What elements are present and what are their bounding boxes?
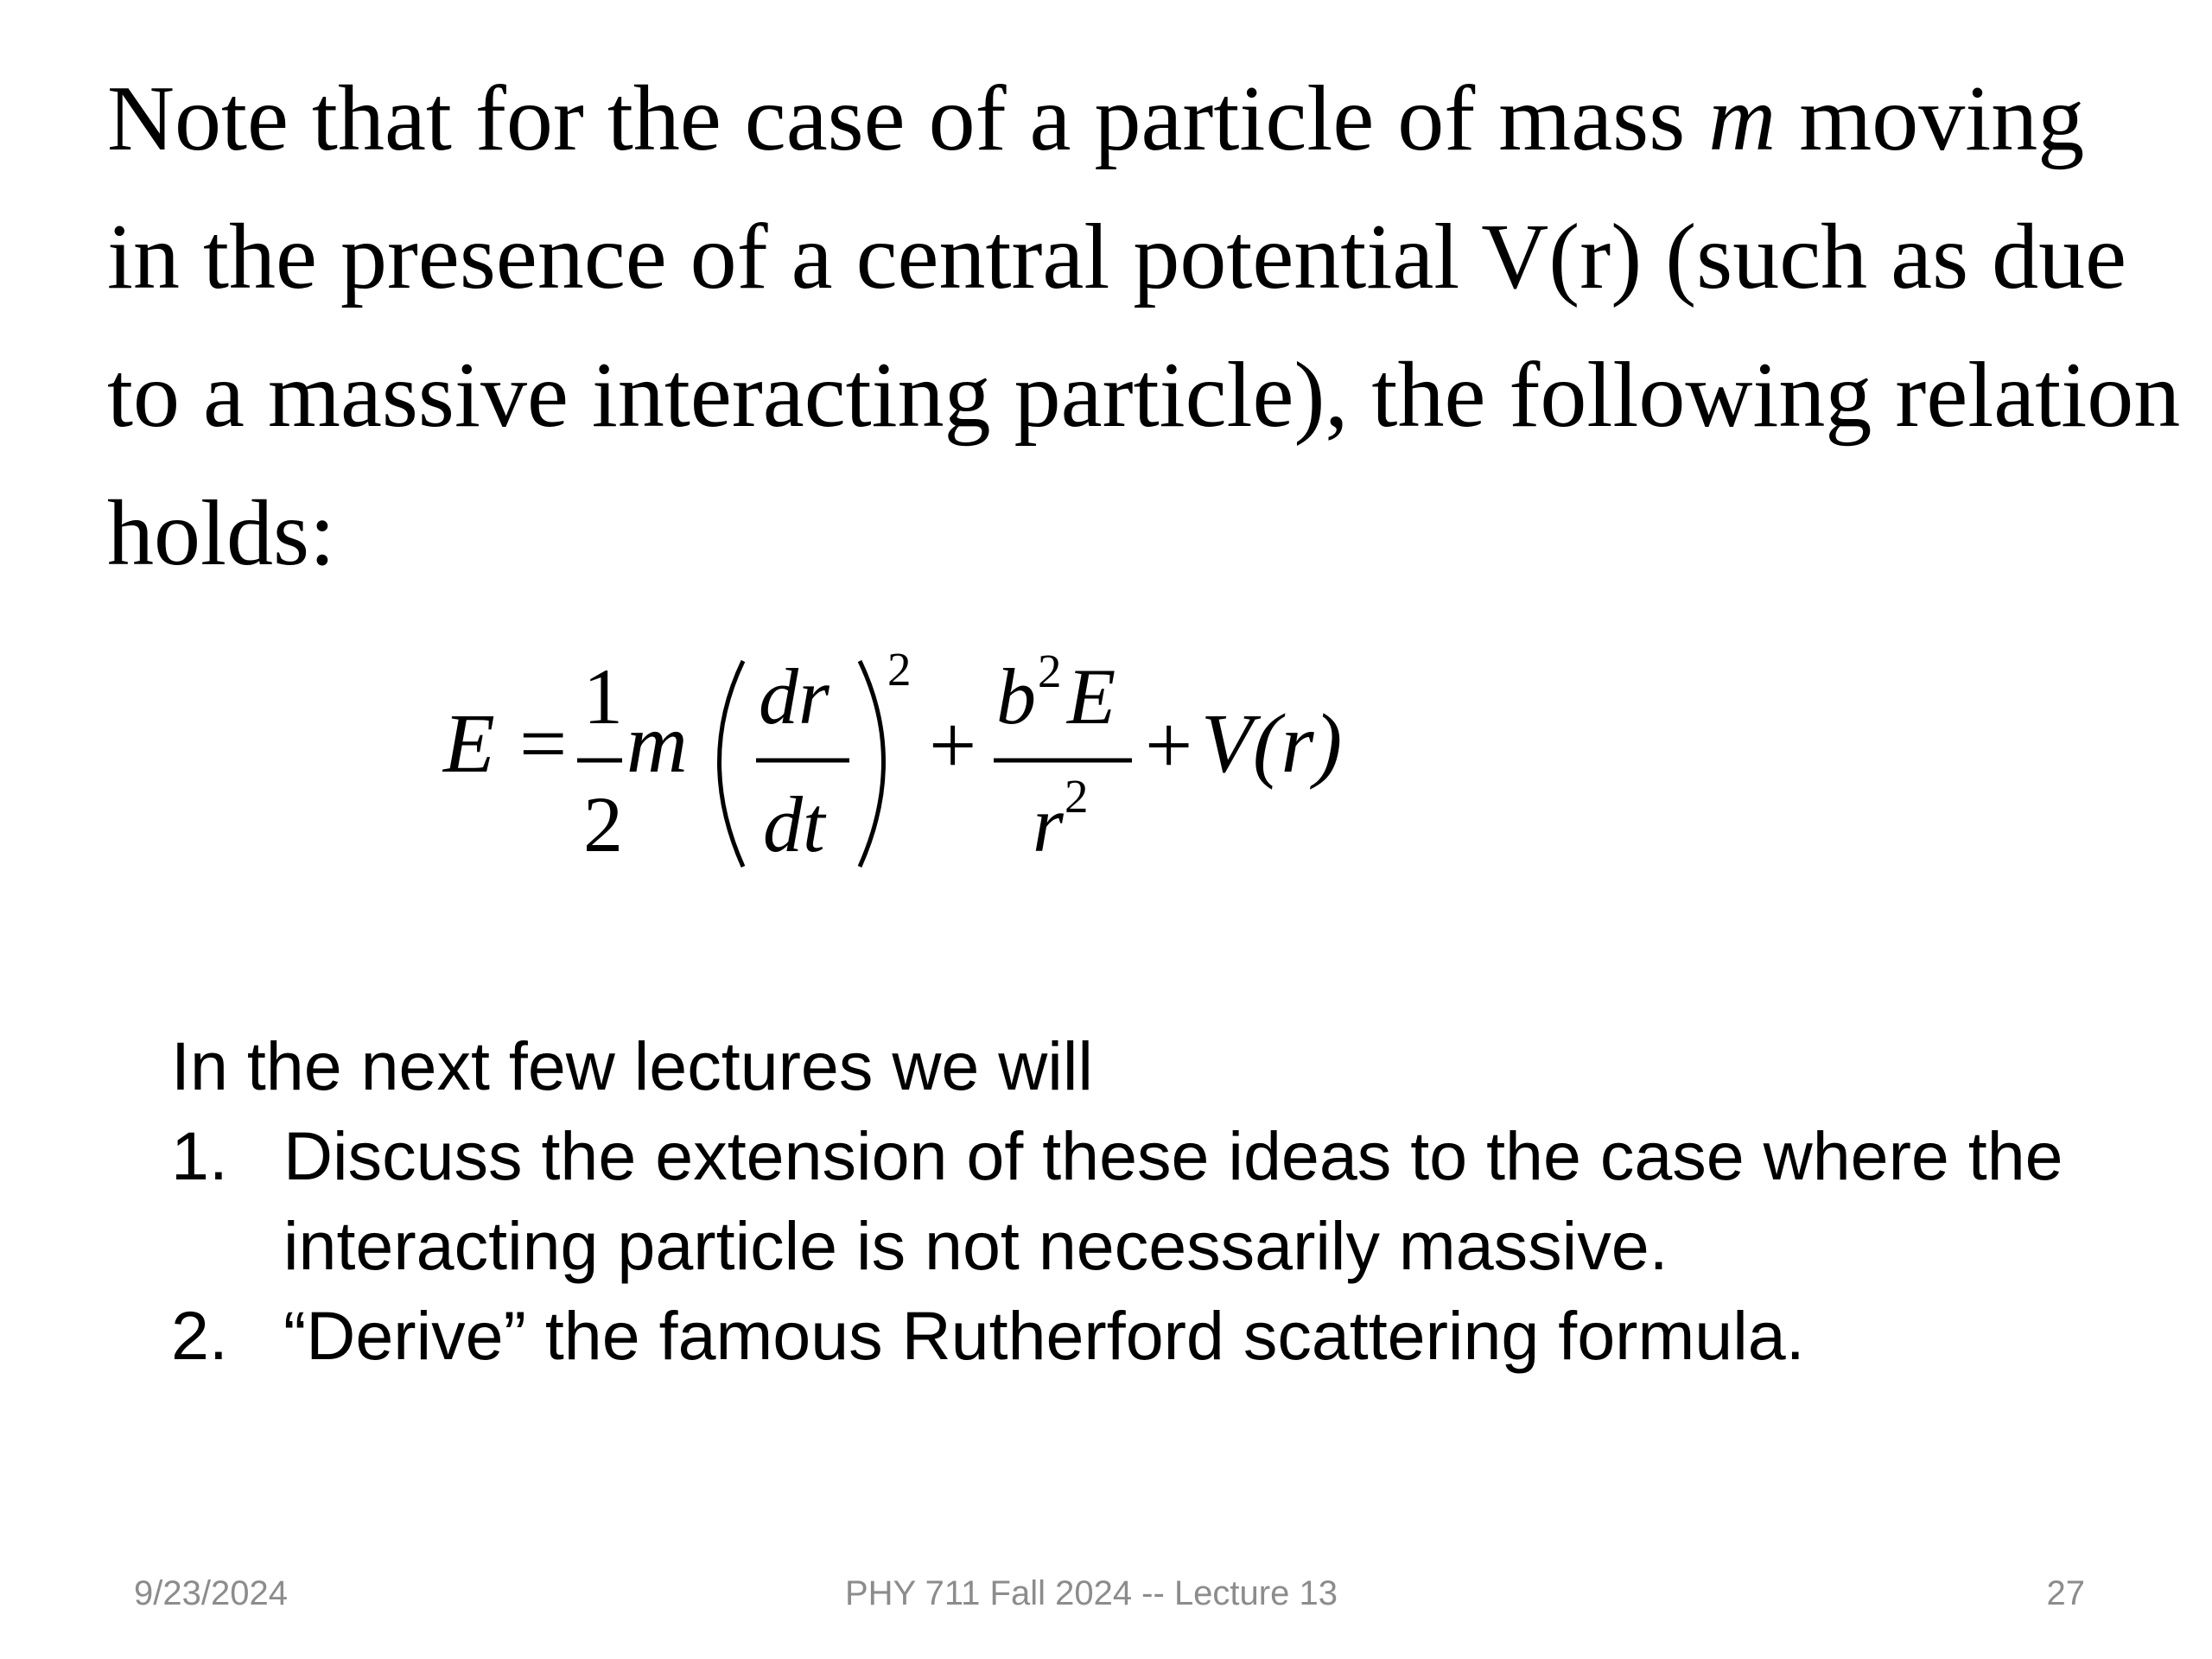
footer-page-number: 27 (2046, 1574, 2085, 1612)
eq-frac2-b: b (996, 652, 1036, 741)
intro-paragraph (107, 50, 2181, 603)
list-item-number: 1. (171, 1117, 228, 1194)
eq-half-denominator: 2 (583, 780, 623, 868)
eq-mass: m (626, 697, 688, 791)
footer-date: 9/23/2024 (134, 1574, 288, 1612)
intro-line-2: in the presence of a central potential V(r) (such as due (107, 206, 2127, 308)
lecture-plan (171, 1021, 2072, 1381)
lecture-plan-intro: In the next few lectures we will (171, 1027, 1093, 1104)
intro-line-1-end: moving (1776, 67, 2085, 170)
intro-line-1-start: Note that for the case of a particle of mass (107, 67, 1709, 170)
eq-frac2-b-power: 2 (1038, 645, 1062, 697)
eq-lhs-E: E (443, 697, 495, 791)
eq-frac2-E: E (1067, 652, 1116, 741)
intro-line-4: holds: (107, 482, 336, 585)
list-item (171, 1291, 2072, 1381)
list-item-number: 2. (171, 1297, 228, 1374)
eq-equals: = (519, 697, 568, 791)
footer-course-title: PHY 711 Fall 2024 -- Lecture 13 (845, 1574, 1338, 1612)
eq-frac2-r: r (1033, 780, 1064, 868)
eq-plus-1: + (929, 699, 977, 792)
eq-deriv-denominator: dt (763, 780, 825, 868)
eq-plus-2: + (1145, 699, 1193, 792)
mass-variable: m (1708, 67, 1777, 170)
eq-left-paren (720, 661, 744, 867)
eq-right-paren (860, 661, 884, 867)
intro-line-1 (107, 50, 2164, 188)
eq-deriv-numerator: dr (759, 652, 830, 741)
eq-deriv-power: 2 (887, 644, 912, 696)
eq-half-numerator: 1 (583, 652, 623, 741)
intro-line-3: to a massive interacting particle), the following relation (107, 344, 2181, 447)
eq-potential: V(r) (1201, 697, 1343, 791)
eq-frac2-r-power: 2 (1065, 770, 1089, 823)
energy-equation (436, 644, 1473, 886)
list-item-text: Discuss the extension of these ideas to the case where the interacting particle is not necessarily massive. (283, 1117, 2063, 1284)
list-item-text: “Derive” the famous Rutherford scattering formula. (283, 1297, 1805, 1374)
list-item (171, 1111, 2072, 1291)
